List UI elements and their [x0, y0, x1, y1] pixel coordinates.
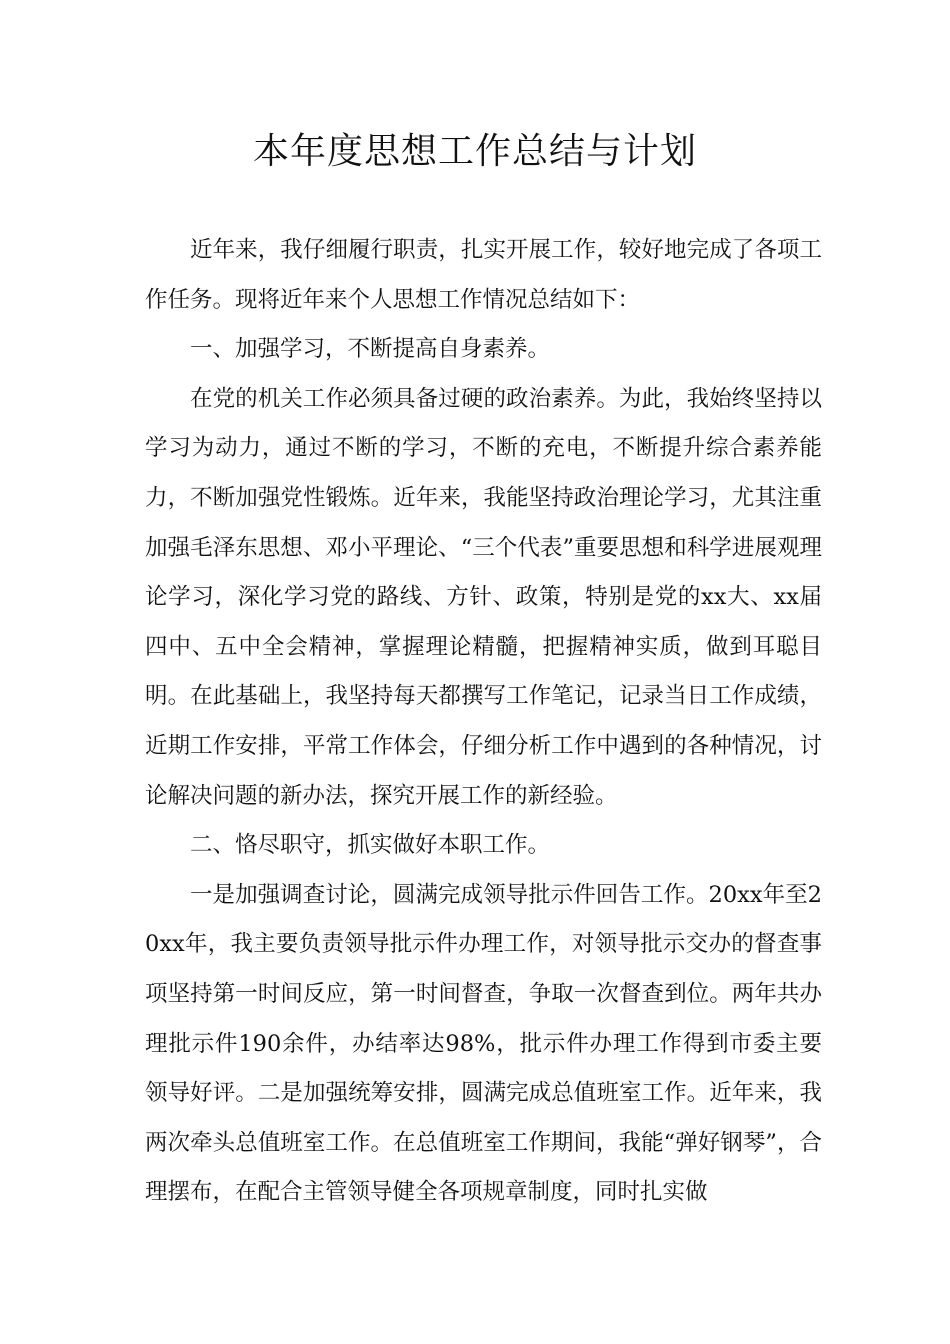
document-title: 本年度思想工作总结与计划 [252, 131, 697, 172]
section-heading-1: 一、加强学习，不断提高自身素养。 [190, 336, 551, 363]
document-body [145, 226, 822, 1218]
section-heading-2: 二、恪尽职守，抓实做好本职工作。 [190, 832, 551, 859]
paragraph-duties: 一是加强调查讨论，圆满完成领导批示件回告工作。20xx年至20xx年，我主要负责领导批示件办理工作，对领导批示交办的督查事项坚持第一时间反应，第一时间督查，争取一次督查到位。两年共办理批示件190余件，办结率达98%，批示件办理工作得到市委主要领导好评。二是加强统筹安排，圆满完成总值班室工作。近年来，我两次牵头总值班室工作。在总值班室工作期间，我能“弹好钢琴”，合理摆布，在配合主管领导健全各项规章制度，同时扎实做 [145, 881, 822, 1206]
paragraph-intro: 近年来，我仔细履行职责，扎实开展工作，较好地完成了各项工作任务。现将近年来个人思想工作情况总结如下： [145, 237, 822, 313]
paragraph-study: 在党的机关工作必须具备过硬的政治素养。为此，我始终坚持以学习为动力，通过不断的学习，不断的充电，不断提升综合素养能力，不断加强党性锻炼。近年来，我能坚持政治理论学习，尤其注重加强毛泽东思想、邓小平理论、“三个代表”重要思想和科学进展观理论学习，深化学习党的路线、方针、政策，特别是党的xx大、xx届四中、五中全会精神，掌握理论精髓，把握精神实质，做到耳聪目明。在此基础上，我坚持每天都撰写工作笔记，记录当日工作成绩，近期工作安排，平常工作体会，仔细分析工作中遇到的各种情况，讨论解决问题的新办法，探究开展工作的新经验。 [145, 385, 822, 809]
